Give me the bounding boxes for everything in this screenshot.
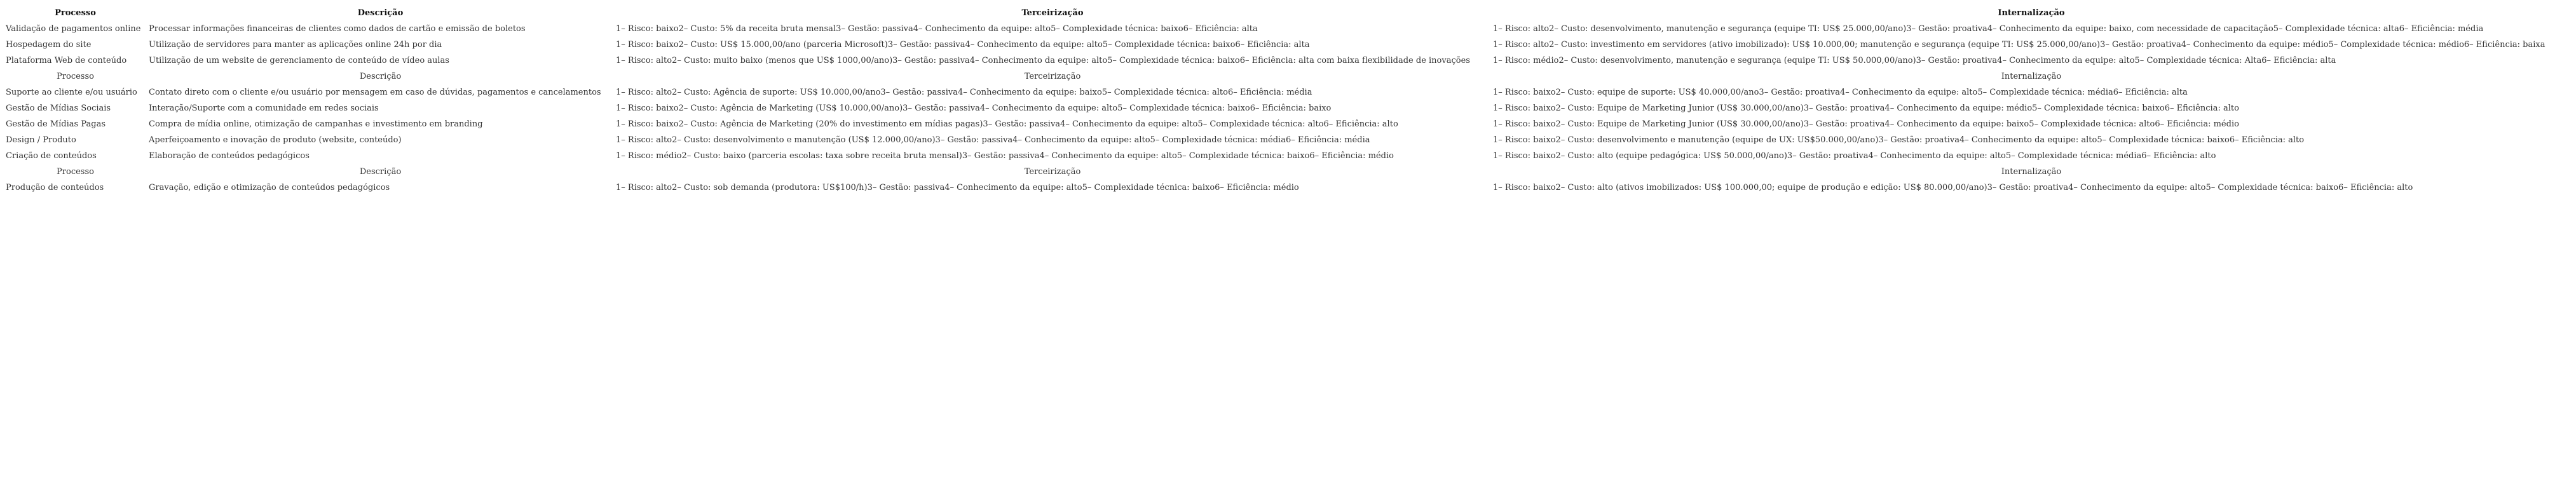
column-header-outsourcing: Terceirização [1021, 8, 1084, 18]
cell-process: Plataforma Web de conteúdo [6, 56, 127, 65]
cell-description: Elaboração de conteúdos pedagógicos [149, 151, 310, 161]
cell-process: Produção de conteúdos [6, 183, 104, 192]
column-header-insourcing: Internalização [2001, 72, 2062, 81]
column-header-process: Processo [57, 72, 94, 81]
section-header-row [4, 164, 2572, 180]
cell-process: Gestão de Mídias Pagas [6, 119, 106, 129]
cell-description: Aperfeiçoamento e inovação de produto (website, conteúdo) [149, 135, 402, 145]
table-row [4, 100, 2572, 116]
cell-process: Hospedagem do site [6, 40, 92, 50]
column-header-process: Processo [55, 8, 96, 18]
cell-process: Criação de conteúdos [6, 151, 97, 161]
table-row [4, 53, 2572, 69]
table-body [4, 5, 2572, 196]
cell-outsourcing: 1– Risco: baixo2– Custo: US$ 15.000,00/ano (parceria Microsoft)3– Gestão: passiva4– Conhecimento da equipe: alto5– Complexidade técnica: baixo6– Eficiência: alta [616, 40, 1310, 50]
column-header-insourcing: Internalização [2001, 167, 2062, 177]
column-header-outsourcing: Terceirização [1024, 72, 1081, 81]
cell-description: Compra de mídia online, otimização de campanhas e investimento em branding [149, 119, 483, 129]
cell-insourcing: 1– Risco: baixo2– Custo: alto (ativos imobilizados: US$ 100.000,00; equipe de produção e edição: US$ 80.000,00/ano)3– Gestão: proativa4– Conhecimento da equipe: alto5– Complexidade técnica: baixo6– Eficiência: alto [1493, 183, 2413, 192]
cell-outsourcing: 1– Risco: alto2– Custo: desenvolvimento e manutenção (US$ 12.000,00/ano)3– Gestão: passiva4– Conhecimento da equipe: alto5– Complexidade técnica: média6– Eficiência: média [616, 135, 1370, 145]
table-row [4, 116, 2572, 132]
column-header-insourcing: Internalização [1998, 8, 2065, 18]
cell-insourcing: 1– Risco: baixo2– Custo: equipe de suporte: US$ 40.000,00/ano3– Gestão: proativa4– Conhecimento da equipe: alto5– Complexidade técnica: média6– Eficiência: alta [1493, 88, 2188, 97]
cell-process: Validação de pagamentos online [6, 24, 141, 34]
cell-process: Suporte ao cliente e/ou usuário [6, 88, 137, 97]
cell-insourcing: 1– Risco: baixo2– Custo: alto (equipe pedagógica: US$ 50.000,00/ano)3– Gestão: proativa4– Conhecimento da equipe: alto5– Complexidade técnica: média6– Eficiência: alto [1493, 151, 2216, 161]
table-row [4, 148, 2572, 164]
cell-description: Gravação, edição e otimização de conteúdos pedagógicos [149, 183, 390, 192]
cell-outsourcing: 1– Risco: alto2– Custo: muito baixo (menos que US$ 1000,00/ano)3– Gestão: passiva4– Conhecimento da equipe: alto5– Complexidade técnica: baixo6– Eficiência: alta com baixa flexibilidade de inovações [616, 56, 1470, 65]
column-header-description: Descrição [357, 8, 404, 18]
cell-description: Interação/Suporte com a comunidade em redes sociais [149, 104, 379, 113]
cell-outsourcing: 1– Risco: alto2– Custo: sob demanda (produtora: US$100/h)3– Gestão: passiva4– Conhecimento da equipe: alto5– Complexidade técnica: baixo6– Eficiência: médio [616, 183, 1299, 192]
cell-process: Gestão de Mídias Sociais [6, 104, 111, 113]
cell-description: Utilização de um website de gerenciamento de conteúdo de vídeo aulas [149, 56, 449, 65]
cell-outsourcing: 1– Risco: alto2– Custo: Agência de suporte: US$ 10.000,00/ano3– Gestão: passiva4– Conhecimento da equipe: baixo5– Complexidade técnica: alto6– Eficiência: média [616, 88, 1312, 97]
cell-insourcing: 1– Risco: alto2– Custo: desenvolvimento, manutenção e segurança (equipe TI: US$ 25.000,00/ano)3– Gestão: proativa4– Conhecimento da equipe: baixo, com necessidade de capacitação5– Complexidade técnica: alta6– Eficiência: média [1493, 24, 2484, 34]
cell-process: Design / Produto [6, 135, 76, 145]
cell-description: Utilização de servidores para manter as aplicações online 24h por dia [149, 40, 442, 50]
column-header-description: Descrição [359, 167, 402, 177]
section-header-row [4, 69, 2572, 84]
cell-outsourcing: 1– Risco: baixo2– Custo: Agência de Marketing (US$ 10.000,00/ano)3– Gestão: passiva4– Conhecimento da equipe: alto5– Complexidade técnica: baixo6– Eficiência: baixo [616, 104, 1332, 113]
cell-insourcing: 1– Risco: baixo2– Custo: Equipe de Marketing Junior (US$ 30.000,00/ano)3– Gestão: proativa4– Conhecimento da equipe: baixo5– Complexidade técnica: alto6– Eficiência: médio [1493, 119, 2239, 129]
table-row [4, 180, 2572, 196]
cell-outsourcing: 1– Risco: baixo2– Custo: Agência de Marketing (20% do investimento em mídias pagas)3– Gestão: passiva4– Conhecimento da equipe: alto5– Complexidade técnica: alto6– Eficiência: alto [616, 119, 1398, 129]
cell-description: Processar informações financeiras de clientes como dados de cartão e emissão de boletos [149, 24, 526, 34]
cell-outsourcing: 1– Risco: baixo2– Custo: 5% da receita bruta mensal3– Gestão: passiva4– Conhecimento da equipe: alto5– Complexidade técnica: baixo6– Eficiência: alta [616, 24, 1258, 34]
section-header-row [4, 5, 2572, 21]
column-header-outsourcing: Terceirização [1024, 167, 1081, 177]
table-row [4, 132, 2572, 148]
column-header-process: Processo [57, 167, 94, 177]
cell-insourcing: 1– Risco: baixo2– Custo: desenvolvimento e manutenção (equipe de UX: US$50.000,00/ano)3– Gestão: proativa4– Conhecimento da equipe: alto5– Complexidade técnica: baixo6– Eficiência: alto [1493, 135, 2305, 145]
table-row [4, 37, 2572, 53]
cell-insourcing: 1– Risco: médio2– Custo: desenvolvimento, manutenção e segurança (equipe TI: US$ 50.000,00/ano)3– Gestão: proativa4– Conhecimento da equipe: alto5– Complexidade técnica: Alta6– Eficiência: alta [1493, 56, 2336, 65]
cell-outsourcing: 1– Risco: médio2– Custo: baixo (parceria escolas: taxa sobre receita bruta mensal)3– Gestão: passiva4– Conhecimento da equipe: alto5– Complexidade técnica: baixo6– Eficiência: médio [616, 151, 1394, 161]
comparison-table [4, 5, 2572, 196]
column-header-description: Descrição [359, 72, 402, 81]
cell-insourcing: 1– Risco: baixo2– Custo: Equipe de Marketing Junior (US$ 30.000,00/ano)3– Gestão: proativa4– Conhecimento da equipe: médio5– Complexidade técnica: baixo6– Eficiência: alto [1493, 104, 2239, 113]
cell-description: Contato direto com o cliente e/ou usuário por mensagem em caso de dúvidas, pagamentos e cancelamentos [149, 88, 601, 97]
table-row [4, 21, 2572, 37]
comparison-document [4, 5, 2572, 196]
cell-insourcing: 1– Risco: alto2– Custo: investimento em servidores (ativo imobilizado): US$ 10.000,00; manutenção e segurança (equipe TI: US$ 25.000,00/ano)3– Gestão: proativa4– Conhecimento da equipe: médio5– Complexidade técnica: médio6– Eficiência: baixa [1493, 40, 2545, 50]
table-row [4, 84, 2572, 100]
